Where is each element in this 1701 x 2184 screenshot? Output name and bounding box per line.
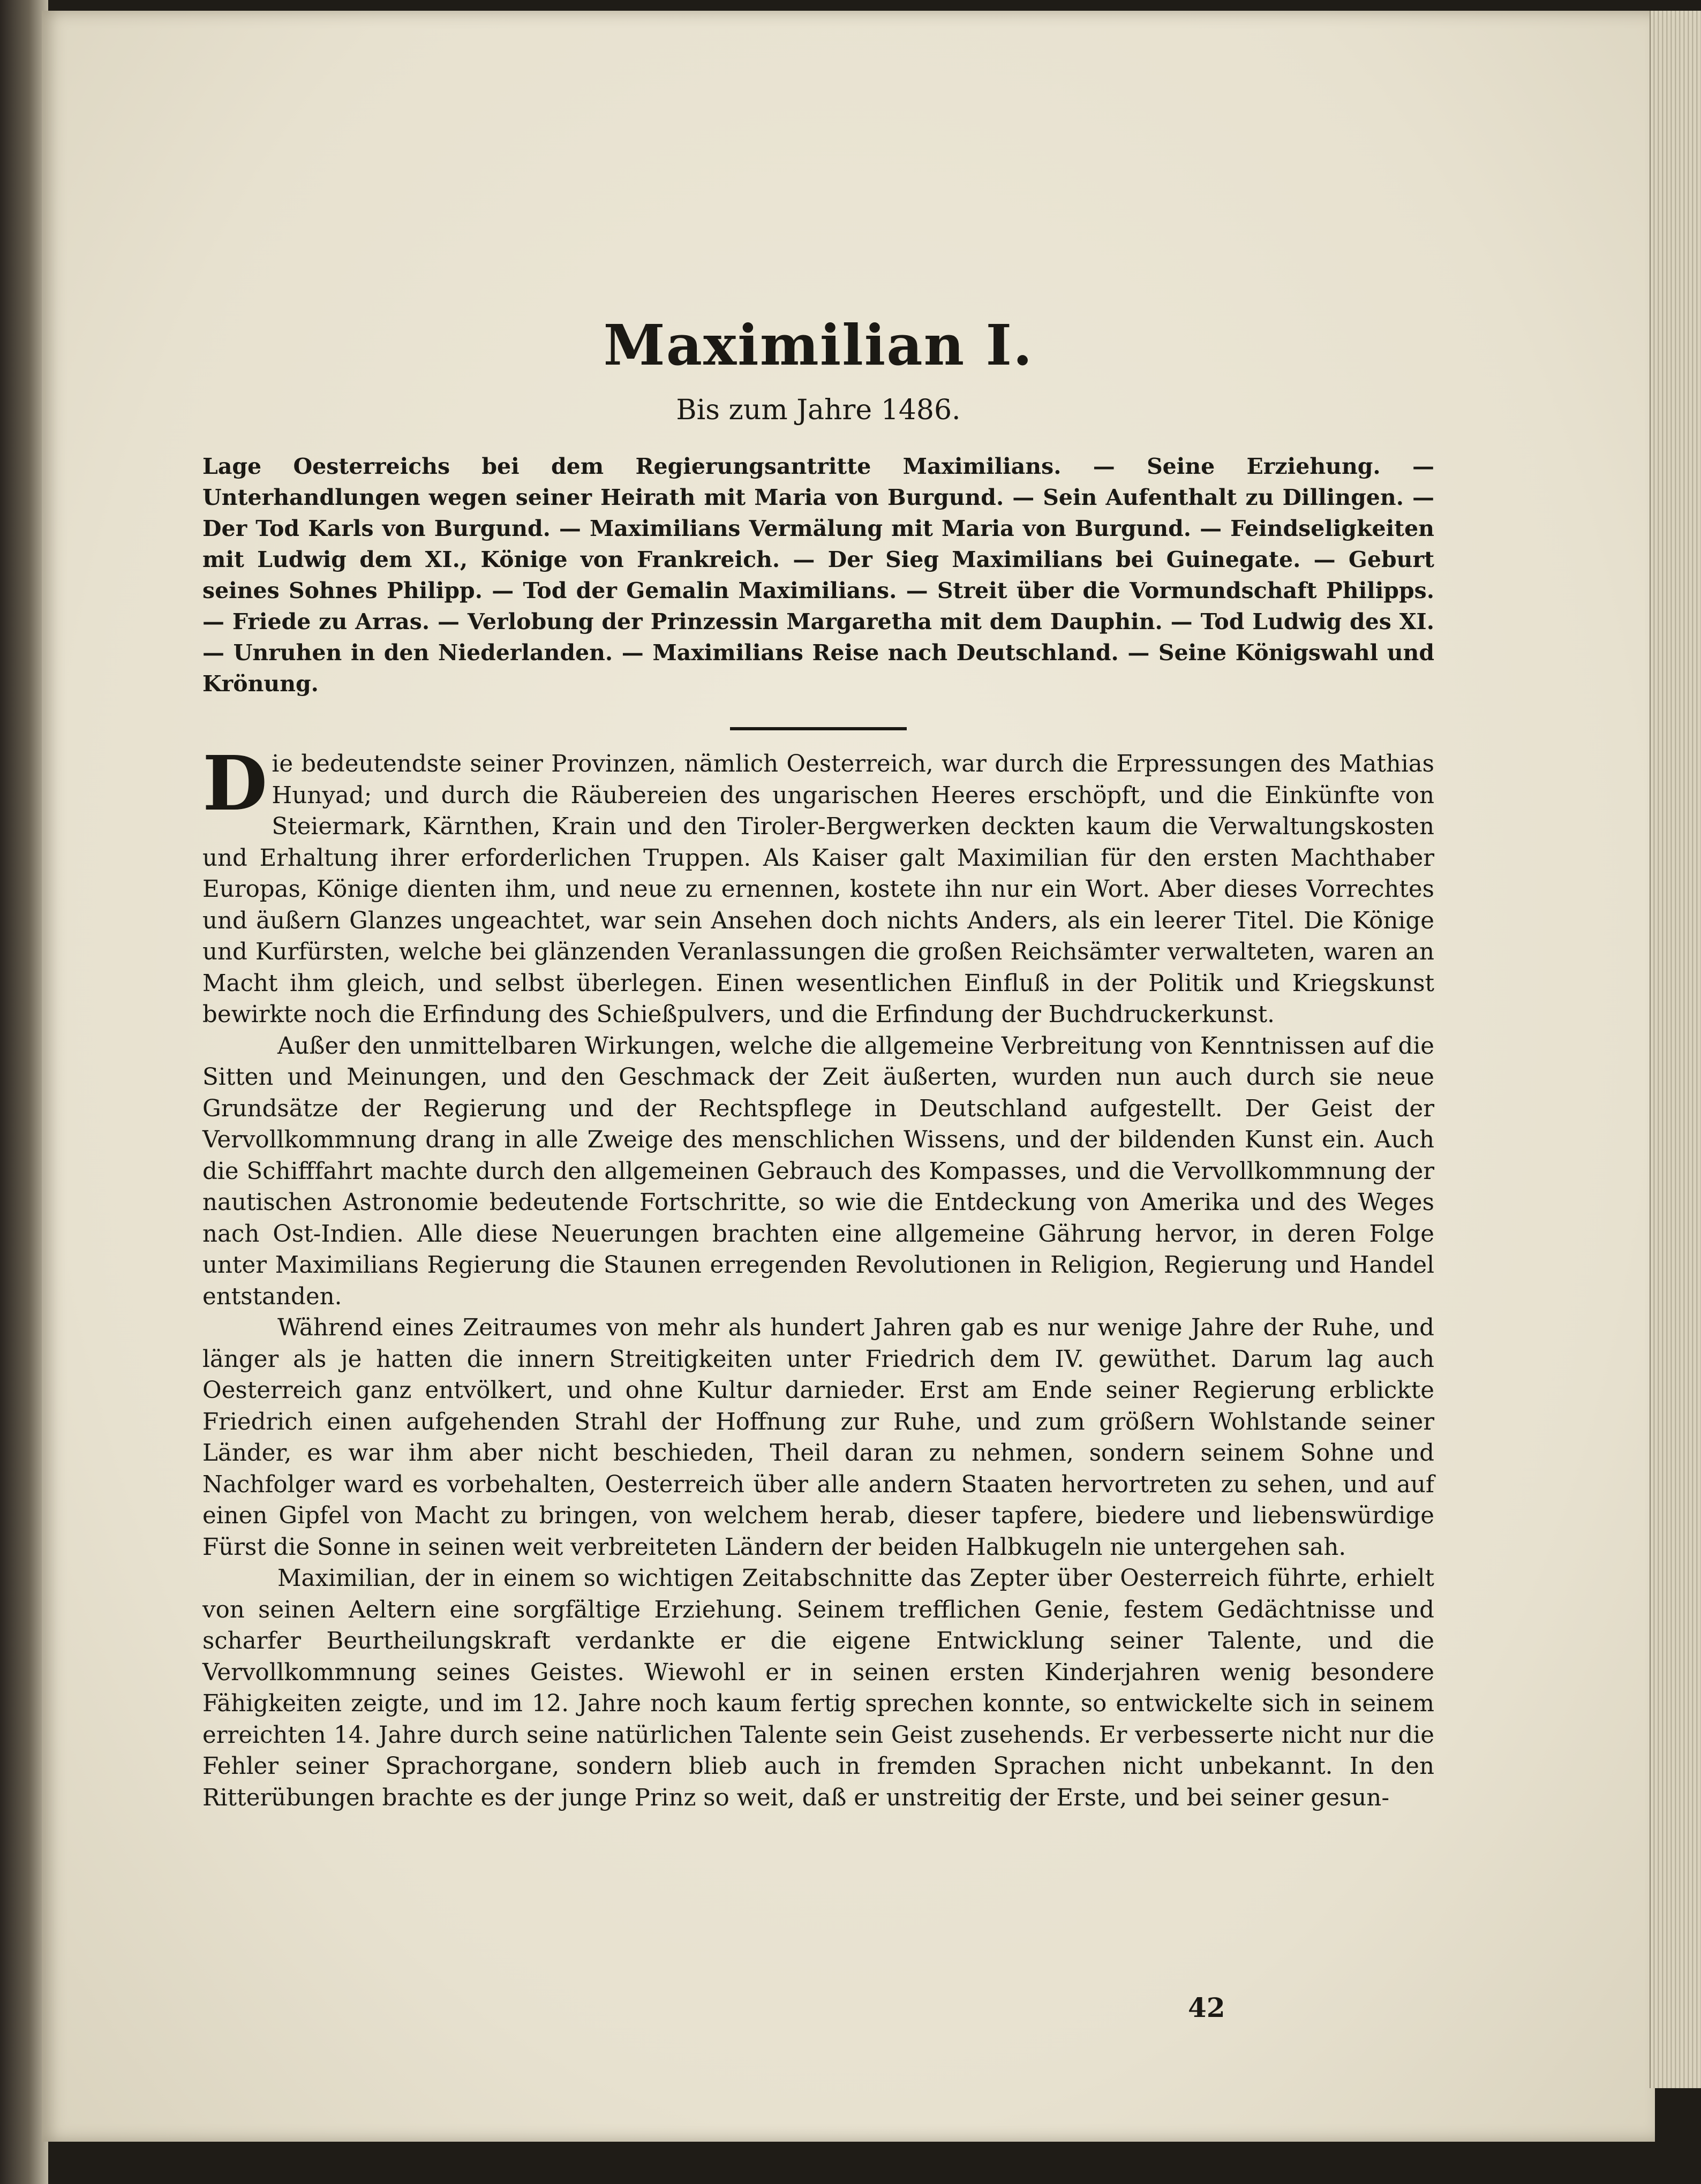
chapter-summary: Lage Oesterreichs bei dem Regierungsantritte Maximilians. — Seine Erziehung. — Unterhandlungen wegen seiner Heirath mit Maria von Burgund. — Sein Aufenthalt zu Dillingen. — Der Tod Karls von Burgund. — Maximilians Vermälung mit Maria von Burgund. — Feindseligkeiten mit Ludwig dem XI., Könige von Frankreich. — Der Sieg Maximilians bei Guinegate. — Geburt seines Sohnes Philipp. — Tod der Gemalin Maximilians. — Streit über die Vormundschaft Philipps. — Friede zu Arras. — Verlobung der Prinzessin Margaretha mit dem Dauphin. — Tod Ludwig des XI. — Unruhen in den Niederlanden. — Maximilians Reise nach Deutschland. — Seine Königswahl und Krönung. [202,454,1434,697]
chapter-title: Maximilian I. [603,312,1034,378]
drop-cap: D [202,740,268,828]
book-binding [0,0,48,2184]
paragraph-2: Außer den unmittelbaren Wirkungen, welche die allgemeine Verbreitung von Kenntnissen auf die Sitten und Meinungen, und den Geschmack der Zeit äußerten, wurden nun auch durch sie neue Grundsätze der Regierung und der Rechtspflege in Deutschland aufgestellt. Der Geist der Vervollkommnung drang in alle Zweige des menschlichen Wissens, und der bildenden Kunst ein. Auch die Schifffahrt machte durch den allgemeinen Gebrauch des Kompasses, und die Vervollkommnung der nautischen Astronomie bedeutende Fortschritte, so wie die Entdeckung von Amerika und des Weges nach Ost-Indien. Alle diese Neuerungen brachten eine allgemeine Gährung hervor, in deren Folge unter Maximilians Regierung die Staunen erregenden Revolutionen in Religion, Regierung und Handel entstanden. [202,1032,1434,1310]
paragraph-1-text: ie bedeutendste seiner Provinzen, nämlich Oesterreich, war durch die Erpressungen des Mathias Hunyad; und durch die Räubereien des ungarischen Heeres erschöpft, und die Einkünfte von Steiermark, Kärnthen, Krain und den Tiroler-Bergwerken deckten kaum die Verwaltungskosten und Erhaltung ihrer erforderlichen Truppen. Als Kaiser galt Maximilian für den ersten Machthaber Europas, Könige dienten ihm, und neue zu ernennen, kostete ihn nur ein Wort. Aber dieses Vorrechtes und äußern Glanzes ungeachtet, war sein Ansehen doch nichts Anders, als ein leerer Titel. Die Könige und Kurfürsten, welche bei glänzenden Veranlassungen die großen Reichsämter verwalteten, waren an Macht ihm gleich, und selbst überlegen. Einen wesentlichen Einfluß in der Politik und Kriegskunst bewirkte noch die Erfindung des Schießpulvers, und die Erfindung der Buchdruckerkunst. [202,751,1434,1028]
paragraph-1 [202,740,1434,1031]
page-number: 42 [1188,1992,1225,2023]
paragraph-3: Während eines Zeitraumes von mehr als hundert Jahren gab es nur wenige Jahre der Ruhe, und länger als je hatten die innern Streitigkeiten unter Friedrich dem IV. gewüthet. Darum lag auch Oesterreich ganz entvölkert, und ohne Kultur darnieder. Erst am Ende seiner Regierung erblickte Friedrich einen aufgehenden Strahl der Hoffnung zur Ruhe, und zum größern Wohlstande seiner Länder, es war ihm aber nicht beschieden, Theil daran zu nehmen, sondern seinem Sohne und Nachfolger ward es vorbehalten, Oesterreich über alle andern Staaten hervortreten zu sehen, und auf einen Gipfel von Macht zu bringen, von welchem herab, dieser tapfere, biedere und liebenswürdige Fürst die Sonne in seinen weit verbreiteten Ländern der beiden Halbkugeln nie untergehen sah. [202,1314,1434,1561]
page-edges [1650,11,1701,2088]
page-content [202,311,1434,1813]
book-page [42,11,1655,2142]
body-text [202,740,1434,1813]
chapter-subtitle: Bis zum Jahre 1486. [676,394,961,426]
separator-rule [730,727,907,730]
paragraph-4: Maximilian, der in einem so wichtigen Zeitabschnitte das Zepter über Oesterreich führte, erhielt von seinen Aeltern eine sorgfältige Erziehung. Seinem trefflichen Genie, festem Gedächtnisse und scharfer Beurtheilungskraft verdankte er die eigene Entwicklung seiner Talente, und die Vervollkommnung seines Geistes. Wiewohl er in seinen ersten Kinderjahren wenig besondere Fähigkeiten zeigte, und im 12. Jahre noch kaum fertig sprechen konnte, so entwickelte sich in seinem erreichten 14. Jahre durch seine natürlichen Talente sein Geist zusehends. Er verbesserte nicht nur die Fehler seiner Sprachorgane, sondern blieb auch in fremden Sprachen nicht unbekannt. In den Ritterübungen brachte es der junge Prinz so weit, daß er unstreitig der Erste, und bei seiner gesun- [202,1565,1434,1811]
